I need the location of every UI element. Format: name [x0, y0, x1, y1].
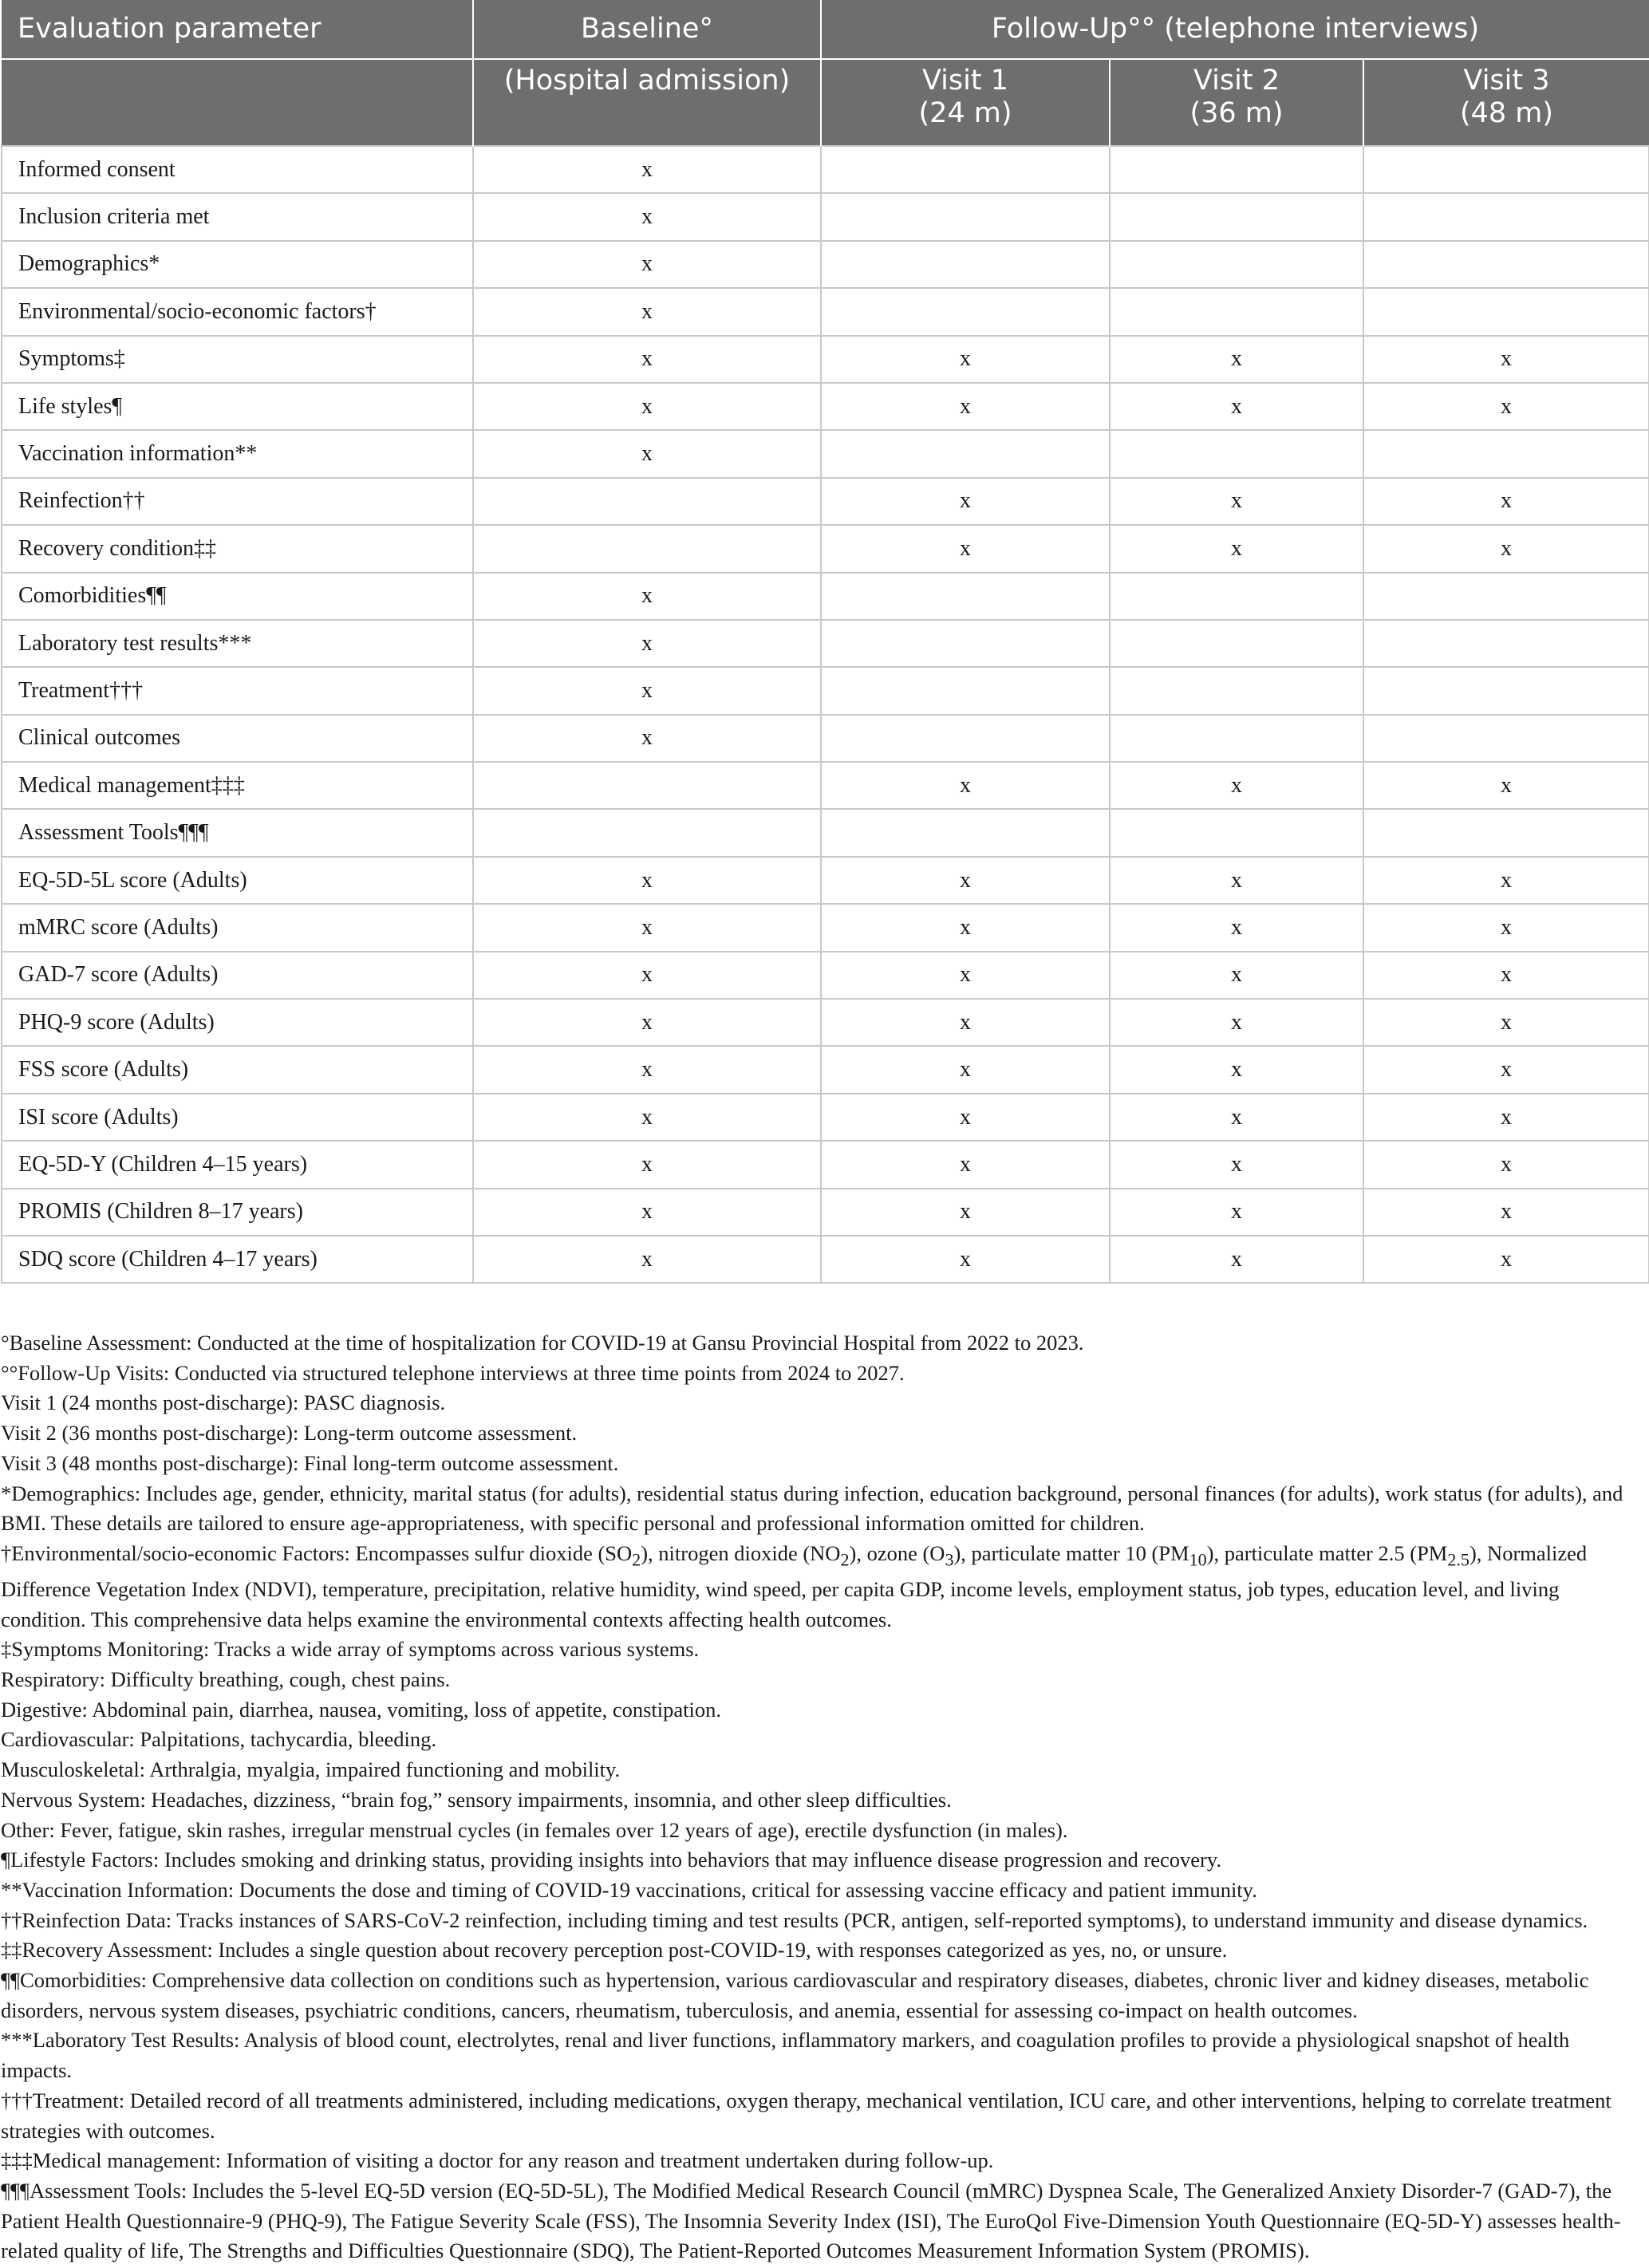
cell-mark [821, 809, 1110, 856]
cell-mark: x [1110, 762, 1363, 809]
table-row [2, 620, 1649, 667]
subscript-pm10: 10 [1189, 1549, 1207, 1570]
cell-mark: x [821, 383, 1110, 430]
row-label: Symptoms‡ [2, 336, 473, 383]
cell-mark: x [1110, 1236, 1363, 1283]
cell-mark: x [1110, 525, 1363, 572]
cell-mark: x [1110, 383, 1363, 430]
cell-mark: x [1363, 478, 1649, 525]
table-row [2, 1094, 1649, 1141]
cell-mark: x [821, 1094, 1110, 1141]
cell-mark: x [1363, 383, 1649, 430]
cell-mark: x [473, 288, 821, 335]
cell-mark: x [821, 1236, 1110, 1283]
footnote-recovery: ‡‡Recovery Assessment: Includes a single question about recovery perception post-COVID-19, with responses categorized as yes, no, or unsure. [1, 1938, 1228, 1962]
cell-mark: x [1363, 999, 1649, 1046]
row-label: FSS score (Adults) [2, 1046, 473, 1093]
row-label: Informed consent [2, 146, 473, 193]
footnote-visit-3: Visit 3 (48 months post-discharge): Final long-term outcome assessment. [1, 1450, 619, 1475]
table-row [2, 241, 1649, 288]
cell-mark: x [473, 193, 821, 240]
footnote-vaccination: **Vaccination Information: Documents the dose and timing of COVID-19 vaccinations, critical for assessing vaccine efficacy and patient immunity. [1, 1877, 1257, 1902]
table-row [2, 288, 1649, 335]
table-row [2, 1189, 1649, 1236]
cell-mark [1363, 241, 1649, 288]
cell-mark: x [473, 1236, 821, 1283]
table-row [2, 952, 1649, 999]
header-visit-3-line2: (48 m) [1459, 97, 1554, 129]
cell-mark: x [1110, 1141, 1363, 1188]
cell-mark: x [821, 999, 1110, 1046]
cell-mark [1363, 430, 1649, 477]
row-label: PROMIS (Children 8–17 years) [2, 1189, 473, 1236]
cell-mark [1363, 193, 1649, 240]
row-label: Demographics* [2, 241, 473, 288]
cell-mark: x [1110, 336, 1363, 383]
footnote-visit-1: Visit 1 (24 months post-discharge): PASC diagnosis. [1, 1390, 446, 1415]
cell-mark: x [821, 857, 1110, 904]
cell-mark: x [821, 1046, 1110, 1093]
cell-mark [821, 667, 1110, 714]
cell-mark: x [1110, 1189, 1363, 1236]
cell-mark [821, 715, 1110, 762]
cell-mark: x [1363, 952, 1649, 999]
cell-mark [821, 193, 1110, 240]
cell-mark [1110, 193, 1363, 240]
table-row [2, 336, 1649, 383]
row-label: Laboratory test results*** [2, 620, 473, 667]
cell-mark: x [473, 715, 821, 762]
cell-mark: x [473, 1046, 821, 1093]
cell-mark: x [1363, 525, 1649, 572]
footnote-environmental-text-c: ), ozone (O [849, 1540, 945, 1565]
footnote-environmental-text-d: ), particulate matter 10 (PM [953, 1540, 1189, 1565]
cell-mark: x [1363, 336, 1649, 383]
cell-mark: x [1363, 1094, 1649, 1141]
header-visit-2-line1: Visit 2 [1193, 65, 1280, 97]
footnote-demographics: *Demographics: Includes age, gender, ethnicity, marital status (for adults), residential status during infection, education background, personal finances (for adults), work status (for adults), and BMI. These details are tailored to ensure age-appropriateness, with specific personal and professional information omitted for children. [1, 1481, 1623, 1536]
cell-mark [1110, 809, 1363, 856]
table-row [2, 809, 1649, 856]
table-row [2, 667, 1649, 714]
cell-mark [1110, 573, 1363, 620]
table-body [2, 146, 1649, 1283]
footnote-respiratory: Respiratory: Difficulty breathing, cough, chest pains. [1, 1667, 451, 1692]
cell-mark: x [473, 904, 821, 951]
header-visit-3 [1363, 59, 1649, 146]
cell-mark [1110, 715, 1363, 762]
header-row-2 [2, 59, 1649, 146]
table-row [2, 1046, 1649, 1093]
cell-mark [1110, 620, 1363, 667]
footnote-digestive: Digestive: Abdominal pain, diarrhea, nausea, vomiting, loss of appetite, constipation. [1, 1697, 722, 1722]
footnote-nervous-system: Nervous System: Headaches, dizziness, “brain fog,” sensory impairments, insomnia, and other sleep difficulties. [1, 1787, 952, 1812]
header-baseline: Baseline° [473, 0, 821, 59]
cell-mark: x [473, 999, 821, 1046]
header-visit-2 [1110, 59, 1363, 146]
cell-mark: x [473, 430, 821, 477]
cell-mark: x [473, 383, 821, 430]
footnote-laboratory: ***Laboratory Test Results: Analysis of blood count, electrolytes, renal and liver functions, inflammatory markers, and coagulation profiles to provide a physiological snapshot of health impacts. [1, 2028, 1570, 2083]
table-row [2, 193, 1649, 240]
cell-mark [473, 809, 821, 856]
footnote-environmental [1, 1539, 1644, 1635]
footnote-reinfection: ††Reinfection Data: Tracks instances of SARS-CoV-2 reinfection, including timing and test results (PCR, antigen, self-reported symptoms), to understand immunity and disease dynamics. [1, 1907, 1588, 1932]
cell-mark [821, 241, 1110, 288]
footnote-assessment-tools: ¶¶¶Assessment Tools: Includes the 5-level EQ-5D version (EQ-5D-5L), The Modified Medical Research Council (mMRC) Dyspnea Scale, The Generalized Anxiety Disorder-7 (GAD-7), the Patient Health Questionnaire-9 (PHQ-9), The Fatigue Severity Scale (FSS), The Insomnia Severity Index (ISI), The EuroQol Five-Dimension Youth Questionnaire (EQ-5D-Y) assesses health-related quality of life, The Strengths and Difficulties Questionnaire (SDQ), The Patient-Reported Outcomes Measurement Information System (PROMIS). [1, 2178, 1621, 2263]
cell-mark [821, 146, 1110, 193]
table-row [2, 430, 1649, 477]
row-label: mMRC score (Adults) [2, 904, 473, 951]
cell-mark: x [1110, 478, 1363, 525]
cell-mark: x [473, 336, 821, 383]
cell-mark: x [1110, 904, 1363, 951]
cell-mark [473, 525, 821, 572]
row-label: Treatment††† [2, 667, 473, 714]
row-label: Reinfection†† [2, 478, 473, 525]
footnote-cardiovascular: Cardiovascular: Palpitations, tachycardia, bleeding. [1, 1727, 437, 1752]
cell-mark: x [473, 573, 821, 620]
table-row [2, 904, 1649, 951]
cell-mark [1363, 620, 1649, 667]
row-label: Recovery condition‡‡ [2, 525, 473, 572]
header-visit-2-line2: (36 m) [1189, 97, 1284, 129]
footnote-symptoms: ‡Symptoms Monitoring: Tracks a wide array of symptoms across various systems. [1, 1637, 700, 1662]
row-label: Comorbidities¶¶ [2, 573, 473, 620]
footnote-medical-management: ‡‡‡Medical management: Information of visiting a doctor for any reason and treatment undertaken during follow-up. [1, 2148, 994, 2173]
cell-mark: x [821, 762, 1110, 809]
header-follow-up: Follow-Up°° (telephone interviews) [821, 0, 1649, 59]
cell-mark [821, 288, 1110, 335]
table-row [2, 1141, 1649, 1188]
row-label: ISI score (Adults) [2, 1094, 473, 1141]
table-row [2, 573, 1649, 620]
cell-mark: x [473, 952, 821, 999]
cell-mark [473, 478, 821, 525]
cell-mark: x [1363, 1141, 1649, 1188]
row-label: Clinical outcomes [2, 715, 473, 762]
table-row [2, 525, 1649, 572]
header-visit-1-line1: Visit 1 [922, 65, 1008, 97]
cell-mark [1363, 146, 1649, 193]
table-row [2, 857, 1649, 904]
cell-mark: x [473, 620, 821, 667]
cell-mark: x [473, 241, 821, 288]
cell-mark: x [473, 1094, 821, 1141]
footnote-other-symptoms: Other: Fever, fatigue, skin rashes, irregular menstrual cycles (in females over 12 years of age), erectile dysfunction (in males). [1, 1817, 1068, 1842]
cell-mark [1110, 430, 1363, 477]
header-row-1 [2, 0, 1649, 59]
footnote-follow-up: °°Follow-Up Visits: Conducted via structured telephone interviews at three time points from 2024 to 2027. [1, 1360, 905, 1385]
cell-mark [1363, 573, 1649, 620]
cell-mark [821, 430, 1110, 477]
evaluation-schedule-table [1, 0, 1649, 1284]
cell-mark: x [821, 1141, 1110, 1188]
row-label: EQ-5D-5L score (Adults) [2, 857, 473, 904]
table-row [2, 715, 1649, 762]
cell-mark: x [1110, 1094, 1363, 1141]
cell-mark: x [1363, 1046, 1649, 1093]
row-label: Life styles¶ [2, 383, 473, 430]
cell-mark: x [1110, 952, 1363, 999]
cell-mark: x [1110, 999, 1363, 1046]
footnote-environmental-text-b: ), nitrogen dioxide (NO [641, 1540, 841, 1565]
cell-mark [821, 620, 1110, 667]
cell-mark [1110, 667, 1363, 714]
cell-mark: x [821, 478, 1110, 525]
row-label: GAD-7 score (Adults) [2, 952, 473, 999]
header-empty-cell [2, 59, 473, 146]
row-label: PHQ-9 score (Adults) [2, 999, 473, 1046]
row-label: SDQ score (Children 4–17 years) [2, 1236, 473, 1283]
cell-mark [1363, 288, 1649, 335]
cell-mark: x [821, 904, 1110, 951]
table-row [2, 999, 1649, 1046]
cell-mark: x [1363, 904, 1649, 951]
cell-mark: x [821, 952, 1110, 999]
cell-mark [1110, 288, 1363, 335]
footnote-musculoskeletal: Musculoskeletal: Arthralgia, myalgia, impaired functioning and mobility. [1, 1757, 621, 1782]
row-label: Environmental/socio-economic factors† [2, 288, 473, 335]
footnote-visit-2: Visit 2 (36 months post-discharge): Long-term outcome assessment. [1, 1421, 578, 1446]
row-label: Vaccination information** [2, 430, 473, 477]
cell-mark: x [1363, 1189, 1649, 1236]
subscript-no2: 2 [840, 1549, 850, 1570]
cell-mark [1363, 809, 1649, 856]
cell-mark [473, 762, 821, 809]
row-label: Medical management‡‡‡ [2, 762, 473, 809]
cell-mark: x [1363, 1236, 1649, 1283]
cell-mark: x [1110, 857, 1363, 904]
cell-mark: x [821, 336, 1110, 383]
cell-mark: x [473, 146, 821, 193]
cell-mark: x [473, 1141, 821, 1188]
table-row [2, 146, 1649, 193]
cell-mark [1363, 715, 1649, 762]
cell-mark [1110, 146, 1363, 193]
header-visit-1-line2: (24 m) [918, 97, 1012, 129]
cell-mark [821, 573, 1110, 620]
row-label: EQ-5D-Y (Children 4–15 years) [2, 1141, 473, 1188]
table-row [2, 383, 1649, 430]
cell-mark: x [1110, 1046, 1363, 1093]
footnote-environmental-text-e: ), particulate matter 2.5 (PM [1206, 1540, 1448, 1565]
footnotes [1, 1328, 1644, 2266]
footnote-baseline: °Baseline Assessment: Conducted at the time of hospitalization for COVID-19 at Gansu Provincial Hospital from 2022 to 2023. [1, 1331, 1084, 1355]
row-label: Assessment Tools¶¶¶ [2, 809, 473, 856]
subscript-o3: 3 [945, 1549, 954, 1570]
row-label: Inclusion criteria met [2, 193, 473, 240]
cell-mark: x [1363, 857, 1649, 904]
footnote-treatment: †††Treatment: Detailed record of all treatments administered, including medications, oxygen therapy, mechanical ventilation, ICU care, and other interventions, helping to correlate treatment strategies with outcomes. [1, 2088, 1612, 2143]
header-visit-1 [821, 59, 1110, 146]
cell-mark: x [821, 1189, 1110, 1236]
cell-mark: x [1363, 762, 1649, 809]
cell-mark: x [821, 525, 1110, 572]
table-row [2, 762, 1649, 809]
subscript-pm25: 2.5 [1447, 1549, 1470, 1570]
footnote-lifestyle: ¶Lifestyle Factors: Includes smoking and drinking status, providing insights into behaviors that may influence disease progression and recovery. [1, 1848, 1222, 1872]
table-row [2, 478, 1649, 525]
subscript-so2: 2 [632, 1549, 641, 1570]
footnote-environmental-text-a: †Environmental/socio-economic Factors: Encompasses sulfur dioxide (SO [1, 1540, 633, 1565]
cell-mark: x [473, 1189, 821, 1236]
header-baseline-sub: (Hospital admission) [473, 59, 821, 146]
footnote-environmental-text-f: ), Normalized Difference Vegetation Index (NDVI), temperature, precipitation, relative humidity, wind speed, per capita GDP, income levels, employment status, job types, education level, and living condition. This comprehensive data helps examine the environmental contexts affecting health outcomes. [1, 1540, 1588, 1631]
cell-mark [1363, 667, 1649, 714]
header-evaluation-parameter: Evaluation parameter [2, 0, 473, 59]
footnote-comorbidities: ¶¶Comorbidities: Comprehensive data collection on conditions such as hypertension, various cardiovascular and respiratory diseases, diabetes, chronic liver and kidney diseases, metabolic disorders, nervous system diseases, psychiatric conditions, cancers, rheumatism, tuberculosis, and anemia, essential for assessing co-impact on health outcomes. [1, 1968, 1589, 2022]
header-visit-3-line1: Visit 3 [1463, 65, 1550, 97]
cell-mark [1110, 241, 1363, 288]
cell-mark: x [473, 667, 821, 714]
table-row [2, 1236, 1649, 1283]
cell-mark: x [473, 857, 821, 904]
